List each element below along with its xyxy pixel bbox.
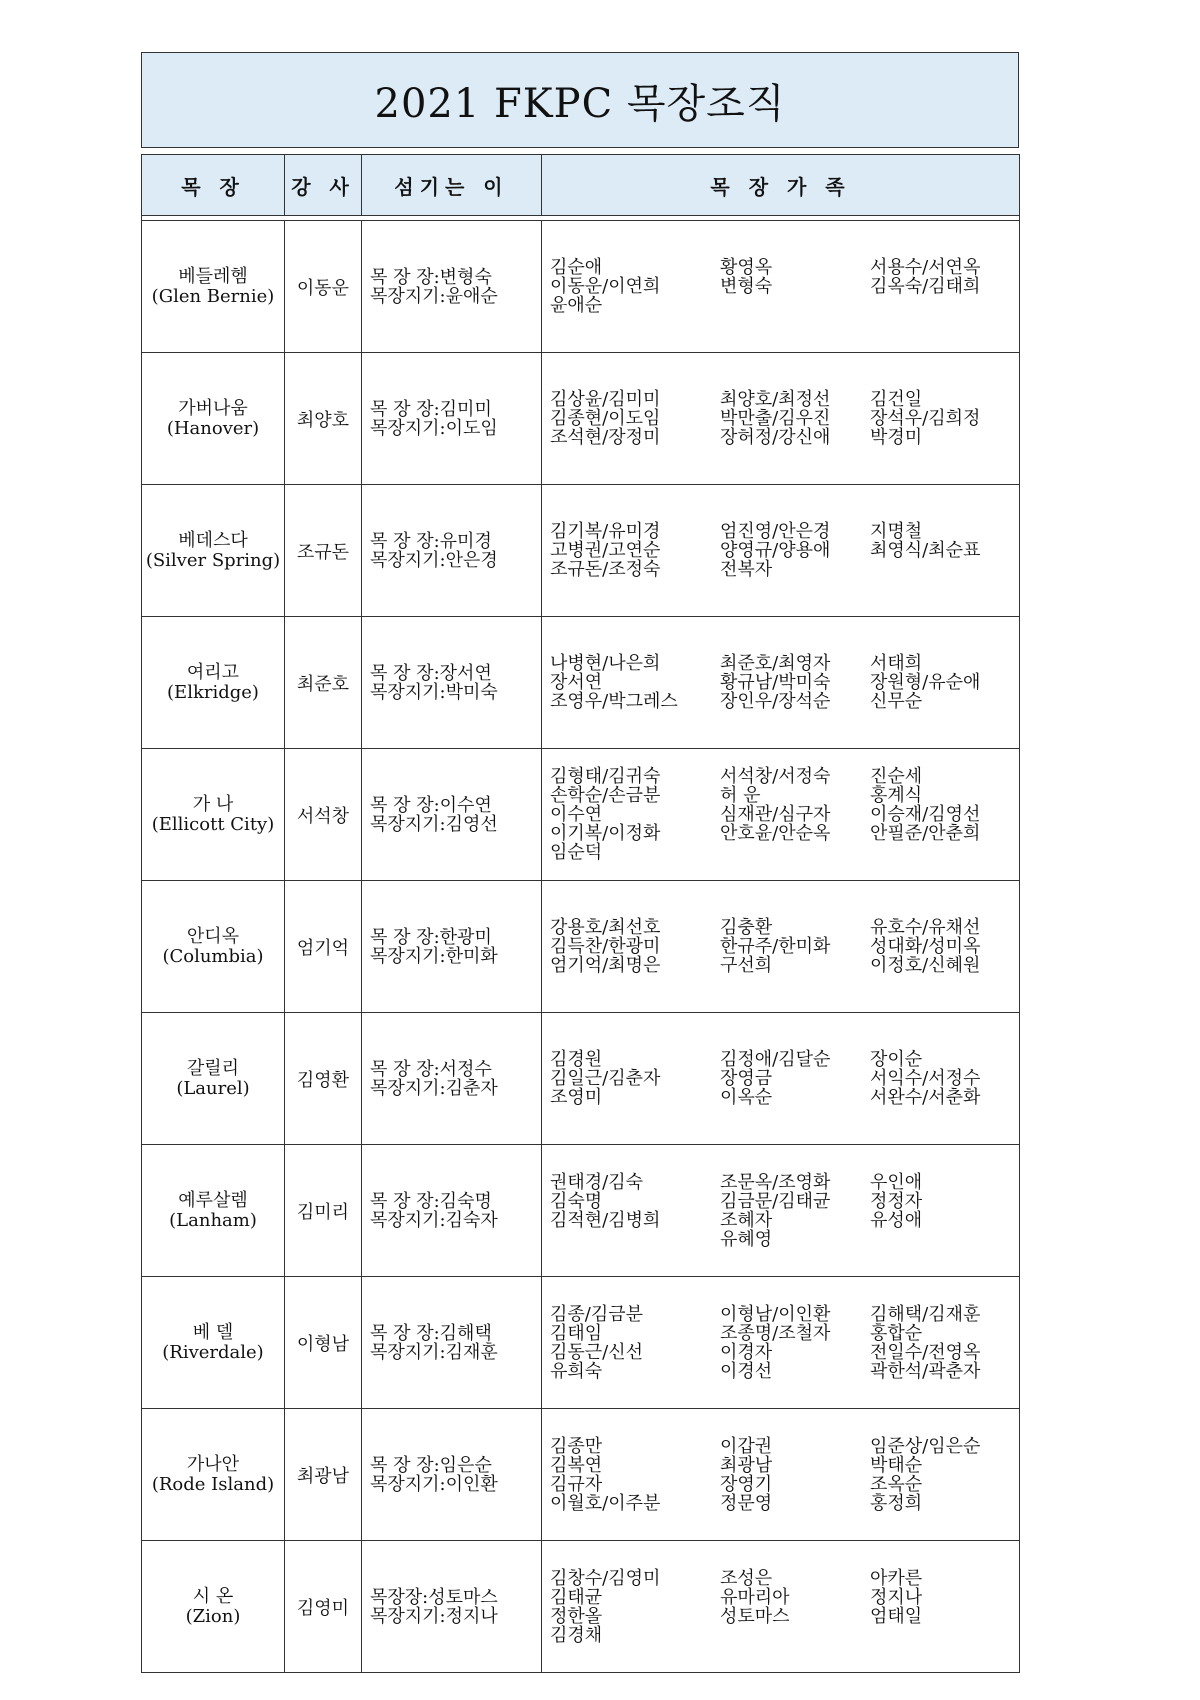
family-member: 이갑권	[720, 1435, 773, 1457]
helper-name: 목장지기:박미숙	[370, 681, 498, 703]
family-columns	[550, 654, 1018, 711]
family-member: 조규돈/조정숙	[550, 559, 661, 580]
family-member: 한규주/한미화	[720, 936, 831, 957]
teacher-cell: 이동운	[285, 221, 362, 353]
family-member: 진순세	[870, 766, 923, 787]
organization-table	[141, 154, 1020, 1673]
family-member: 구선희	[720, 955, 773, 976]
helper-name: 목장지기:한미화	[370, 945, 498, 967]
family-member: 이월호/이주분	[550, 1492, 661, 1514]
family-member: 심재관/심구자	[720, 804, 831, 825]
family-column	[870, 767, 1000, 862]
family-cell	[542, 1541, 1020, 1673]
family-member: 이수연	[550, 804, 603, 825]
mokjang-name: 가버나움	[178, 397, 248, 419]
family-member: 정지나	[870, 1586, 923, 1608]
family-member: 이경선	[720, 1360, 773, 1382]
family-column	[550, 1305, 720, 1381]
family-member: 유희숙	[550, 1360, 603, 1382]
mokjang-place: (Ellicott City)	[151, 813, 275, 835]
leader-name: 목 장 장:서정수	[370, 1058, 492, 1080]
family-member: 김형태/김귀숙	[550, 766, 661, 787]
server-cell	[362, 1013, 542, 1145]
family-member: 우인애	[870, 1171, 923, 1193]
family-member: 최준호/최영자	[720, 653, 831, 674]
family-column	[870, 1305, 1000, 1381]
table-row	[142, 485, 1020, 617]
family-member: 정한올	[550, 1605, 603, 1627]
family-member: 이기복/이정화	[550, 823, 661, 844]
family-member: 이승재/김영선	[870, 804, 981, 825]
leader-name: 목장장:성토마스	[370, 1586, 498, 1608]
family-member: 유호수/유채선	[870, 917, 981, 938]
family-member: 안필준/안춘희	[870, 823, 981, 844]
mokjang-cell	[142, 749, 285, 881]
teacher-cell: 최양호	[285, 353, 362, 485]
family-member: 김기복/유미경	[550, 521, 661, 542]
family-member: 아카른	[870, 1567, 923, 1589]
teacher-cell: 최준호	[285, 617, 362, 749]
teacher-cell: 엄기억	[285, 881, 362, 1013]
leader-name: 목 장 장:이수연	[370, 794, 492, 816]
table-body	[142, 216, 1020, 1673]
mokjang-name: 안디옥	[186, 925, 240, 947]
server-cell	[362, 1277, 542, 1409]
leader-name: 목 장 장:임은순	[370, 1454, 492, 1476]
header-row	[142, 155, 1020, 216]
family-cell	[542, 617, 1020, 749]
family-member: 최양호/최정선	[720, 389, 831, 410]
family-member: 임순덕	[550, 842, 603, 863]
helper-name: 목장지기:안은경	[370, 549, 498, 571]
teacher-cell: 김영환	[285, 1013, 362, 1145]
family-member: 나병현/나은희	[550, 653, 661, 674]
mokjang-name: 가나안	[186, 1453, 240, 1475]
mokjang-cell	[142, 1277, 285, 1409]
header-family: 목 장 가 족	[542, 155, 1020, 216]
family-member: 고병권/고연순	[550, 540, 661, 561]
helper-name: 목장지기:이인환	[370, 1473, 498, 1495]
table-row	[142, 1145, 1020, 1277]
family-column	[870, 1569, 1000, 1645]
server-cell	[362, 749, 542, 881]
teacher-cell: 최광남	[285, 1409, 362, 1541]
family-member: 박경미	[870, 427, 923, 448]
table-row	[142, 353, 1020, 485]
server-cell	[362, 1541, 542, 1673]
family-member: 전일수/전영옥	[870, 1341, 981, 1363]
family-member: 장인우/장석순	[720, 691, 831, 712]
family-member: 이경자	[720, 1341, 773, 1363]
mokjang-place: (Silver Spring)	[145, 549, 281, 571]
server-cell	[362, 1145, 542, 1277]
family-member: 장영금	[720, 1068, 773, 1089]
family-member: 김태균	[550, 1586, 603, 1608]
family-member: 김충환	[720, 917, 773, 938]
mokjang-name: 베데스다	[178, 529, 248, 551]
mokjang-place: (Elkridge)	[167, 681, 259, 703]
mokjang-cell	[142, 353, 285, 485]
family-columns	[550, 1050, 1018, 1107]
family-columns	[550, 522, 1018, 579]
family-column	[550, 1569, 720, 1645]
family-member: 김상윤/김미미	[550, 389, 661, 410]
teacher-cell: 조규돈	[285, 485, 362, 617]
family-member: 장서연	[550, 672, 603, 693]
family-member: 김적현/김병희	[550, 1209, 661, 1231]
mokjang-name: 여리고	[186, 661, 240, 683]
family-member: 신무순	[870, 691, 923, 712]
family-member: 유성애	[870, 1209, 923, 1231]
server-cell	[362, 617, 542, 749]
family-member: 엄기억/최명은	[550, 955, 661, 976]
family-cell	[542, 353, 1020, 485]
family-member: 서태희	[870, 653, 923, 674]
helper-name: 목장지기:정지나	[370, 1605, 498, 1627]
table-row	[142, 1013, 1020, 1145]
family-member: 조혜자	[720, 1209, 773, 1231]
family-columns	[550, 1437, 1018, 1513]
family-column	[720, 1305, 870, 1381]
family-member: 장허정/강신애	[720, 427, 831, 448]
family-member: 성토마스	[720, 1605, 790, 1627]
family-member: 최광남	[720, 1454, 773, 1476]
mokjang-cell	[142, 881, 285, 1013]
family-member: 서익수/서정수	[870, 1068, 981, 1089]
family-column	[870, 654, 1000, 711]
header-server: 섬기는 이	[362, 155, 542, 216]
teacher-cell: 이형남	[285, 1277, 362, 1409]
family-columns	[550, 767, 1018, 862]
server-cell	[362, 221, 542, 353]
server-cell	[362, 881, 542, 1013]
family-member: 이형남/이인환	[720, 1303, 831, 1325]
family-member: 김경원	[550, 1049, 603, 1070]
family-member: 황영옥	[720, 257, 773, 278]
family-column	[870, 522, 1000, 579]
mokjang-cell	[142, 1145, 285, 1277]
family-column	[720, 258, 870, 315]
leader-name: 목 장 장:장서연	[370, 662, 492, 684]
family-member: 곽한석/곽춘자	[870, 1360, 981, 1382]
helper-name: 목장지기:김춘자	[370, 1077, 498, 1099]
mokjang-name: 베들레헴	[178, 265, 248, 287]
mokjang-name: 시 온	[192, 1585, 234, 1607]
mokjang-cell	[142, 617, 285, 749]
family-member: 성대화/성미옥	[870, 936, 981, 957]
family-member: 서용수/서연옥	[870, 257, 981, 278]
mokjang-cell	[142, 221, 285, 353]
document-sheet	[141, 52, 1019, 1673]
mokjang-name: 가 나	[192, 793, 234, 815]
family-member: 전복자	[720, 559, 773, 580]
helper-name: 목장지기:김숙자	[370, 1209, 498, 1231]
family-member: 홍합순	[870, 1322, 923, 1344]
family-member: 박태순	[870, 1454, 923, 1476]
family-member: 허 운	[720, 785, 761, 806]
family-member: 조석현/장정미	[550, 427, 661, 448]
family-member: 김동근/신선	[550, 1341, 644, 1363]
family-member: 양영규/양용애	[720, 540, 831, 561]
mokjang-place: (Glen Bernie)	[151, 285, 275, 307]
mokjang-place: (Columbia)	[162, 945, 264, 967]
helper-name: 목장지기:김영선	[370, 813, 498, 835]
family-member: 황규남/박미숙	[720, 672, 831, 693]
family-member: 장석우/김희정	[870, 408, 981, 429]
mokjang-cell	[142, 1013, 285, 1145]
family-member: 지명철	[870, 521, 923, 542]
helper-name: 목장지기:윤애순	[370, 285, 498, 307]
family-member: 장원형/유순애	[870, 672, 981, 693]
family-column	[550, 654, 720, 711]
mokjang-place: (Rode Island)	[151, 1473, 275, 1495]
table-row	[142, 881, 1020, 1013]
family-columns	[550, 390, 1018, 447]
table-row	[142, 749, 1020, 881]
mokjang-place: (Laurel)	[176, 1077, 250, 1099]
family-member: 김복연	[550, 1454, 603, 1476]
family-columns	[550, 258, 1018, 315]
family-column	[720, 1173, 870, 1249]
table-row	[142, 617, 1020, 749]
family-member: 이옥순	[720, 1087, 773, 1108]
family-member: 김종만	[550, 1435, 603, 1457]
family-column	[550, 1050, 720, 1107]
family-member: 윤애순	[550, 295, 603, 316]
helper-name: 목장지기:이도임	[370, 417, 498, 439]
mokjang-place: (Lanham)	[169, 1209, 257, 1231]
teacher-cell: 김미리	[285, 1145, 362, 1277]
family-column	[720, 522, 870, 579]
family-column	[720, 654, 870, 711]
family-member: 엄진영/안은경	[720, 521, 831, 542]
family-column	[720, 918, 870, 975]
family-member: 안호윤/안순옥	[720, 823, 831, 844]
header-teacher: 강 사	[285, 155, 362, 216]
family-member: 김해택/김재훈	[870, 1303, 981, 1325]
teacher-cell: 김영미	[285, 1541, 362, 1673]
family-member: 임준상/임은순	[870, 1435, 981, 1457]
family-column	[870, 918, 1000, 975]
family-column	[870, 390, 1000, 447]
family-columns	[550, 1569, 1018, 1645]
family-member: 유마리아	[720, 1586, 790, 1608]
family-member: 엄태일	[870, 1605, 923, 1627]
family-member: 서완수/서춘화	[870, 1087, 981, 1108]
family-member: 장영기	[720, 1473, 773, 1495]
family-member: 김건일	[870, 389, 923, 410]
family-cell	[542, 221, 1020, 353]
family-member: 변형숙	[720, 276, 773, 297]
family-cell	[542, 1277, 1020, 1409]
family-member: 박만출/김우진	[720, 408, 831, 429]
family-member: 권태경/김숙	[550, 1171, 644, 1193]
family-column	[720, 390, 870, 447]
family-member: 김옥숙/김태희	[870, 276, 981, 297]
mokjang-cell	[142, 1541, 285, 1673]
table-row	[142, 221, 1020, 353]
family-member: 김종현/이도임	[550, 408, 661, 429]
family-member: 손학순/손금분	[550, 785, 661, 806]
family-member: 최영식/최순표	[870, 540, 981, 561]
table-row	[142, 1541, 1020, 1673]
family-member: 김순애	[550, 257, 603, 278]
family-column	[870, 258, 1000, 315]
family-member: 장이순	[870, 1049, 923, 1070]
family-member: 김규자	[550, 1473, 603, 1495]
family-columns	[550, 918, 1018, 975]
family-member: 정정자	[870, 1190, 923, 1212]
family-column	[550, 390, 720, 447]
family-member: 홍계식	[870, 785, 923, 806]
title-box	[141, 52, 1019, 148]
family-member: 조성은	[720, 1567, 773, 1589]
family-column	[870, 1437, 1000, 1513]
family-member: 유혜영	[720, 1228, 773, 1250]
family-member: 김창수/김영미	[550, 1567, 661, 1589]
family-cell	[542, 1409, 1020, 1541]
family-member: 홍정희	[870, 1492, 923, 1514]
leader-name: 목 장 장:변형숙	[370, 266, 492, 288]
header-mokjang: 목 장	[142, 155, 285, 216]
mokjang-place: (Riverdale)	[162, 1341, 264, 1363]
leader-name: 목 장 장:한광미	[370, 926, 492, 948]
family-member: 김금문/김태균	[720, 1190, 831, 1212]
family-member: 조문옥/조영화	[720, 1171, 831, 1193]
family-member: 조옥순	[870, 1473, 923, 1495]
mokjang-cell	[142, 485, 285, 617]
family-cell	[542, 749, 1020, 881]
family-member: 조영우/박그레스	[550, 691, 678, 712]
family-column	[870, 1050, 1000, 1107]
leader-name: 목 장 장:유미경	[370, 530, 492, 552]
teacher-cell: 서석창	[285, 749, 362, 881]
family-column	[550, 522, 720, 579]
family-member: 김숙명	[550, 1190, 603, 1212]
family-member: 김종/김금분	[550, 1303, 644, 1325]
leader-name: 목 장 장:김미미	[370, 398, 492, 420]
family-cell	[542, 1145, 1020, 1277]
family-cell	[542, 881, 1020, 1013]
family-member: 서석창/서정숙	[720, 766, 831, 787]
family-column	[870, 1173, 1000, 1249]
leader-name: 목 장 장:김해택	[370, 1322, 492, 1344]
family-columns	[550, 1173, 1018, 1249]
table-row	[142, 1409, 1020, 1541]
mokjang-cell	[142, 1409, 285, 1541]
family-column	[720, 767, 870, 862]
family-cell	[542, 485, 1020, 617]
family-column	[550, 1437, 720, 1513]
family-column	[720, 1050, 870, 1107]
family-columns	[550, 1305, 1018, 1381]
mokjang-name: 갈릴리	[186, 1057, 240, 1079]
family-cell	[542, 1013, 1020, 1145]
family-column	[550, 1173, 720, 1249]
family-column	[550, 767, 720, 862]
family-member: 이정호/신혜원	[870, 955, 981, 976]
server-cell	[362, 485, 542, 617]
family-member: 조영미	[550, 1087, 603, 1108]
family-member: 조종명/조철자	[720, 1322, 831, 1344]
page-title: 2021 FKPC 목장조직	[374, 80, 786, 127]
family-member: 김득찬/한광미	[550, 936, 661, 957]
family-member: 김일근/김춘자	[550, 1068, 661, 1089]
table-row	[142, 1277, 1020, 1409]
mokjang-place: (Zion)	[185, 1605, 241, 1627]
mokjang-name: 베 델	[192, 1321, 234, 1343]
family-column	[720, 1437, 870, 1513]
family-column	[720, 1569, 870, 1645]
family-column	[550, 258, 720, 315]
family-member: 김경채	[550, 1624, 603, 1646]
family-column	[550, 918, 720, 975]
server-cell	[362, 1409, 542, 1541]
server-cell	[362, 353, 542, 485]
family-member: 김태임	[550, 1322, 603, 1344]
family-member: 강용호/최선호	[550, 917, 661, 938]
mokjang-name: 예루살렘	[178, 1189, 248, 1211]
helper-name: 목장지기:김재훈	[370, 1341, 498, 1363]
family-member: 이동운/이연희	[550, 276, 661, 297]
leader-name: 목 장 장:김숙명	[370, 1190, 492, 1212]
family-member: 정문영	[720, 1492, 773, 1514]
family-member: 김정애/김달순	[720, 1049, 831, 1070]
mokjang-place: (Hanover)	[166, 417, 260, 439]
